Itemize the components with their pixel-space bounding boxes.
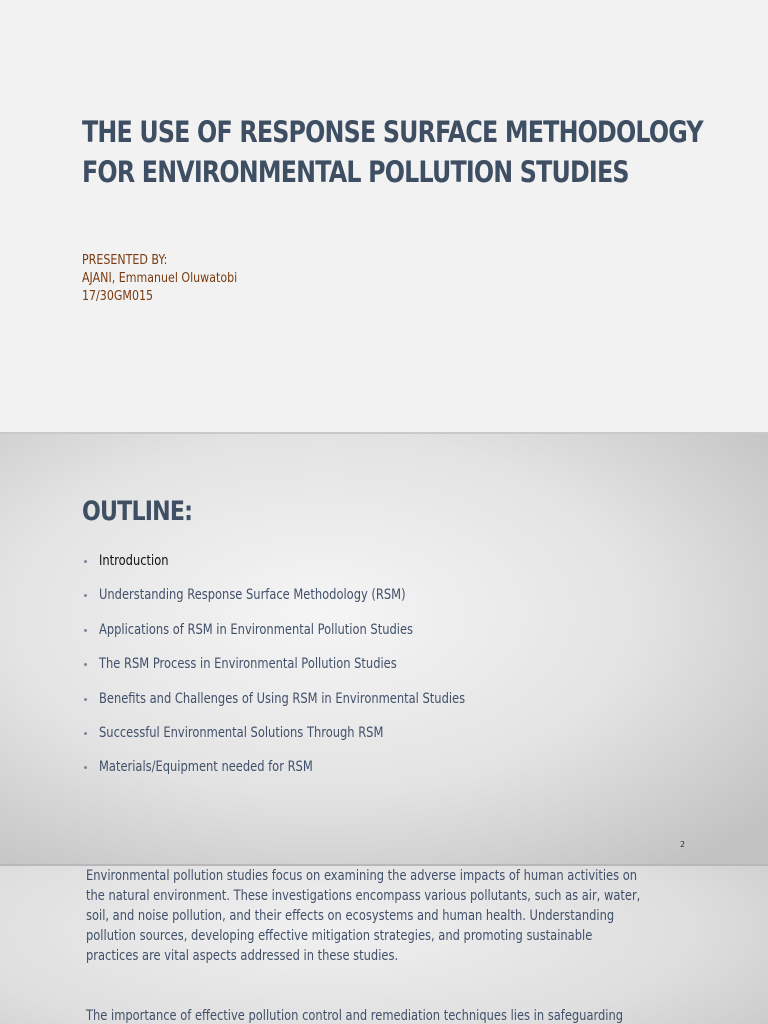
intro-paragraph-1 [86, 866, 685, 966]
outline-heading: OUTLINE: [82, 496, 193, 527]
paragraph-line: pollution sources, developing effective mitigation strategies, and promoting sustainable [86, 928, 593, 944]
outline-item-successful-solutions: Successful Environmental Solutions Through RSM [82, 722, 545, 756]
presenter-name: AJANI, Emmanuel Oluwatobi [82, 271, 238, 286]
bullet-icon [84, 629, 87, 632]
bullet-icon [84, 732, 87, 735]
bullet-icon [84, 766, 87, 769]
outline-slide [0, 434, 768, 864]
bullet-icon [84, 560, 87, 563]
presenter-info [82, 252, 237, 306]
bullet-icon [84, 663, 87, 666]
bullet-icon [84, 698, 87, 701]
paragraph-line: Environmental pollution studies focus on examining the adverse impacts of human activities on [86, 868, 638, 884]
outline-item-understanding-rsm: Understanding Response Surface Methodology (RSM) [82, 584, 545, 618]
introduction-slide [0, 866, 768, 1024]
slide-page-number: 2 [680, 840, 686, 849]
outline-item-introduction: Introduction [82, 550, 545, 584]
paragraph-line: The importance of effective pollution control and remediation techniques lies in safeguarding [86, 1008, 624, 1024]
outline-item-applications: Applications of RSM in Environmental Pollution Studies [82, 619, 545, 653]
paragraph-line: practices are vital aspects addressed in these studies. [86, 948, 399, 964]
presenter-id: 17/30GM015 [82, 289, 154, 304]
presented-by-label: PRESENTED BY: [82, 253, 168, 268]
intro-paragraph-2 [86, 1006, 685, 1024]
outline-item-rsm-process: The RSM Process in Environmental Pollution Studies [82, 653, 545, 687]
outline-item-materials: Materials/Equipment needed for RSM [82, 756, 545, 790]
presentation-title [82, 112, 703, 192]
title-slide [0, 0, 768, 432]
title-line-1: THE USE OF RESPONSE SURFACE METHODOLOGY [82, 115, 703, 149]
outline-list [82, 550, 545, 791]
outline-item-benefits-challenges: Benefits and Challenges of Using RSM in Environmental Studies [82, 688, 545, 722]
paragraph-line: soil, and noise pollution, and their effects on ecosystems and human health. Understanding [86, 908, 615, 924]
paragraph-line: the natural environment. These investigations encompass various pollutants, such as air, water, [86, 888, 641, 904]
title-line-2: FOR ENVIRONMENTAL POLLUTION STUDIES [82, 155, 629, 189]
bullet-icon [84, 594, 87, 597]
